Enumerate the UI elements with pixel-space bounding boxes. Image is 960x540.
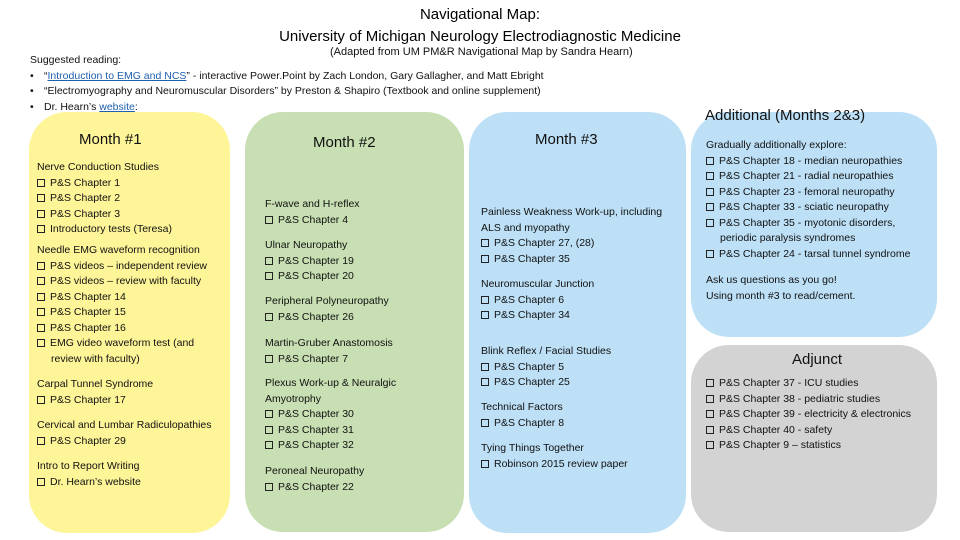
list-item	[37, 321, 207, 337]
item-text: P&S Chapter 4	[278, 213, 349, 226]
checkbox-icon	[706, 441, 714, 449]
list-item	[37, 475, 141, 491]
list-item	[481, 457, 628, 473]
list-item	[37, 207, 172, 223]
list-item	[265, 213, 360, 229]
item-text: P&S Chapter 6	[494, 293, 565, 306]
list-item	[265, 254, 354, 270]
reading-item-3-prefix: Dr. Hearn’s	[44, 100, 100, 113]
month2-ulnar-section	[265, 238, 354, 285]
month1-report-section	[37, 459, 141, 490]
explore-heading: Gradually additionally explore:	[706, 139, 847, 151]
reading-item-1	[30, 69, 544, 85]
polyneuropathy-heading: Peripheral Polyneuropathy	[265, 295, 389, 307]
list-item	[265, 423, 396, 439]
checkbox-icon	[706, 250, 714, 258]
month1-rad-section	[37, 418, 212, 449]
list-item	[481, 236, 662, 252]
checkbox-icon	[37, 262, 45, 270]
list-item	[265, 310, 389, 326]
item-text: P&S Chapter 37 - ICU studies	[719, 377, 859, 389]
month3-tying-section	[481, 441, 628, 472]
checkbox-icon	[481, 311, 489, 319]
ask-line-1: Ask us questions as you go!	[706, 274, 837, 286]
item-text: P&S Chapter 16	[50, 321, 126, 334]
list-item	[706, 392, 911, 408]
checkbox-icon	[706, 410, 714, 418]
item-text: P&S Chapter 8	[494, 416, 565, 429]
ncs-heading: Nerve Conduction Studies	[37, 161, 159, 173]
list-item	[265, 269, 354, 285]
month3-weakness-section	[481, 205, 662, 267]
list-item	[706, 200, 910, 216]
reading-item-1-suffix: ” - interactive Power.Point by Zach London, Gary Gallagher, and Matt Ebright	[186, 69, 544, 82]
list-item	[481, 360, 611, 376]
list-item	[37, 191, 172, 207]
item-text: P&S Chapter 40 - safety	[719, 423, 833, 436]
list-item	[706, 154, 910, 170]
item-text: P&S Chapter 29	[50, 434, 126, 447]
month2-poly-section	[265, 294, 389, 325]
checkbox-icon	[265, 272, 273, 280]
radiculopathy-heading: Cervical and Lumbar Radiculopathies	[37, 419, 212, 431]
month2-mg-section	[265, 336, 393, 367]
additional-explore-section	[706, 138, 910, 262]
checkbox-icon	[37, 277, 45, 285]
item-text-continued: review with faculty)	[51, 352, 140, 365]
checkbox-icon	[706, 172, 714, 180]
page-title-line2: University of Michigan Neurology Electrodiagnostic Medicine	[279, 28, 681, 45]
blink-heading: Blink Reflex / Facial Studies	[481, 345, 612, 357]
item-text: P&S Chapter 1	[50, 176, 121, 189]
item-text: P&S Chapter 21 - radial neuropathies	[719, 170, 894, 182]
checkbox-icon	[265, 313, 273, 321]
bullet-1: •	[30, 69, 34, 82]
bullet-2: •	[30, 85, 34, 97]
emg-heading: Needle EMG waveform recognition	[37, 244, 200, 256]
checkbox-icon	[265, 441, 273, 449]
nmj-heading: Neuromuscular Junction	[481, 278, 595, 290]
list-item	[37, 290, 207, 306]
checkbox-icon	[37, 437, 45, 445]
plexus-heading-line2: Amyotrophy	[265, 392, 322, 405]
reading-item-2	[30, 84, 544, 100]
checkbox-icon	[37, 293, 45, 301]
adapted-note: (Adapted from UM PM&R Navigational Map by Sandra Hearn)	[330, 46, 633, 58]
checkbox-icon	[481, 296, 489, 304]
suggested-reading	[30, 53, 544, 115]
list-item	[706, 169, 910, 185]
list-item	[265, 352, 393, 368]
item-text: P&S videos – review with faculty	[50, 275, 202, 287]
month1-title: Month #1	[79, 131, 142, 148]
checkbox-icon	[265, 355, 273, 363]
month1-ncs-section	[37, 160, 172, 238]
item-text: P&S Chapter 38 - pediatric studies	[719, 392, 881, 405]
item-text: P&S videos – independent review	[50, 259, 208, 272]
item-text: P&S Chapter 20	[278, 270, 354, 282]
checkbox-icon	[706, 395, 714, 403]
reading-item-2-text: “Electromyography and Neuromuscular Disorders” by Preston & Shapiro (Textbook and online supplement)	[44, 85, 541, 97]
item-text: Dr. Hearn’s website	[50, 475, 141, 488]
month2-fwave-section	[265, 197, 360, 228]
list-item	[481, 252, 662, 268]
item-text: Introductory tests (Teresa)	[50, 223, 172, 235]
checkbox-icon	[37, 396, 45, 404]
checkbox-icon	[481, 460, 489, 468]
checkbox-icon	[481, 255, 489, 263]
peroneal-heading: Peroneal Neuropathy	[265, 465, 365, 477]
month1-emg-section	[37, 243, 207, 367]
list-item	[37, 274, 207, 290]
month2-peroneal-section	[265, 464, 364, 495]
checkbox-icon	[265, 216, 273, 224]
month3-tech-section	[481, 400, 564, 431]
list-item	[37, 176, 172, 192]
checkbox-icon	[37, 324, 45, 332]
martin-gruber-heading: Martin-Gruber Anastomosis	[265, 337, 393, 349]
list-item	[481, 375, 611, 391]
checkbox-icon	[706, 188, 714, 196]
item-text: P&S Chapter 26	[278, 310, 354, 323]
page-title-line1: Navigational Map:	[419, 6, 541, 23]
checkbox-icon	[706, 203, 714, 211]
item-text: P&S Chapter 25	[494, 376, 570, 388]
technical-heading: Technical Factors	[481, 401, 563, 413]
item-text: P&S Chapter 3	[50, 207, 121, 220]
checkbox-icon	[37, 225, 45, 233]
list-item	[37, 259, 207, 275]
item-text: P&S Chapter 30	[278, 408, 354, 420]
checkbox-icon	[265, 257, 273, 265]
item-text: P&S Chapter 14	[50, 290, 126, 303]
checkbox-icon	[37, 478, 45, 486]
additional-ask-section	[706, 273, 855, 304]
list-item	[37, 393, 153, 409]
item-text: P&S Chapter 27, (28)	[494, 237, 595, 249]
checkbox-icon	[265, 426, 273, 434]
item-text: EMG video waveform test (and	[50, 337, 195, 349]
tying-heading: Tying Things Together	[481, 442, 584, 454]
cts-heading: Carpal Tunnel Syndrome	[37, 378, 154, 390]
list-item	[37, 222, 172, 238]
checkbox-icon	[481, 363, 489, 371]
adjunct-title: Adjunct	[792, 351, 843, 368]
list-item	[481, 308, 594, 324]
item-text: P&S Chapter 18 - median neuropathies	[719, 154, 903, 167]
report-heading: Intro to Report Writing	[37, 460, 140, 472]
list-item	[37, 336, 207, 352]
checkbox-icon	[706, 379, 714, 387]
reading-item-1-prefix: “	[44, 69, 48, 82]
item-text: P&S Chapter 33 - sciatic neuropathy	[719, 201, 889, 213]
month3-blink-section	[481, 344, 611, 391]
item-text: P&S Chapter 24 - tarsal tunnel syndrome	[719, 247, 911, 260]
intro-emg-ncs-link[interactable]: Introduction to EMG and NCS	[47, 69, 187, 82]
month3-nmj-section	[481, 277, 594, 324]
checkbox-icon	[37, 339, 45, 347]
item-text: P&S Chapter 22	[278, 480, 354, 493]
reading-item-3-suffix: :	[134, 100, 138, 113]
list-item	[706, 438, 911, 454]
weakness-heading-line2: ALS and myopathy	[481, 221, 570, 234]
item-text: P&S Chapter 2	[50, 192, 121, 204]
checkbox-icon	[481, 419, 489, 427]
list-item	[706, 216, 910, 232]
adjunct-section	[706, 376, 911, 454]
list-item	[706, 247, 910, 263]
item-text: P&S Chapter 15	[50, 306, 126, 318]
list-item	[481, 293, 594, 309]
fwave-heading: F-wave and H-reflex	[265, 198, 360, 210]
checkbox-icon	[265, 410, 273, 418]
checkbox-icon	[706, 219, 714, 227]
item-text: P&S Chapter 9 – statistics	[719, 439, 841, 451]
checkbox-icon	[37, 308, 45, 316]
list-item	[37, 434, 212, 450]
month2-title: Month #2	[313, 134, 376, 151]
list-item	[37, 305, 207, 321]
item-text: P&S Chapter 23 - femoral neuropathy	[719, 185, 895, 198]
month1-cts-section	[37, 377, 153, 408]
month3-title: Month #3	[535, 131, 598, 148]
item-text: P&S Chapter 7	[278, 352, 349, 365]
plexus-heading-line1: Plexus Work-up & Neuralgic	[265, 377, 397, 389]
ask-line-2: Using month #3 to read/cement.	[706, 289, 856, 302]
list-item	[265, 407, 396, 423]
item-text: P&S Chapter 31	[278, 423, 354, 436]
checkbox-icon	[481, 378, 489, 386]
checkbox-icon	[706, 426, 714, 434]
checkbox-icon	[37, 179, 45, 187]
list-item	[265, 480, 364, 496]
checkbox-icon	[265, 483, 273, 491]
hearn-website-link[interactable]: website	[99, 100, 135, 113]
item-text: P&S Chapter 39 - electricity & electronics	[719, 408, 911, 420]
item-text: P&S Chapter 17	[50, 393, 126, 406]
checkbox-icon	[37, 210, 45, 218]
item-text-continued: periodic paralysis syndromes	[720, 232, 856, 244]
weakness-heading-line1: Painless Weakness Work-up, including	[481, 206, 663, 218]
list-item	[265, 438, 396, 454]
list-item	[706, 185, 910, 201]
reading-label: Suggested reading:	[30, 54, 122, 66]
checkbox-icon	[706, 157, 714, 165]
list-item	[706, 376, 911, 392]
additional-title: Additional (Months 2&3)	[705, 107, 866, 124]
item-text: P&S Chapter 34	[494, 309, 570, 321]
item-text: P&S Chapter 32	[278, 439, 354, 451]
checkbox-icon	[37, 194, 45, 202]
month2-plexus-section	[265, 376, 396, 454]
item-text: P&S Chapter 35 - myotonic disorders,	[719, 216, 896, 229]
item-text: P&S Chapter 35	[494, 252, 570, 265]
item-text: P&S Chapter 19	[278, 254, 354, 267]
list-item	[706, 423, 911, 439]
list-item	[706, 407, 911, 423]
item-text: Robinson 2015 review paper	[494, 457, 628, 470]
item-text: P&S Chapter 5	[494, 360, 565, 373]
bullet-3: •	[30, 100, 34, 113]
list-item	[481, 416, 564, 432]
checkbox-icon	[481, 239, 489, 247]
ulnar-heading: Ulnar Neuropathy	[265, 239, 348, 251]
